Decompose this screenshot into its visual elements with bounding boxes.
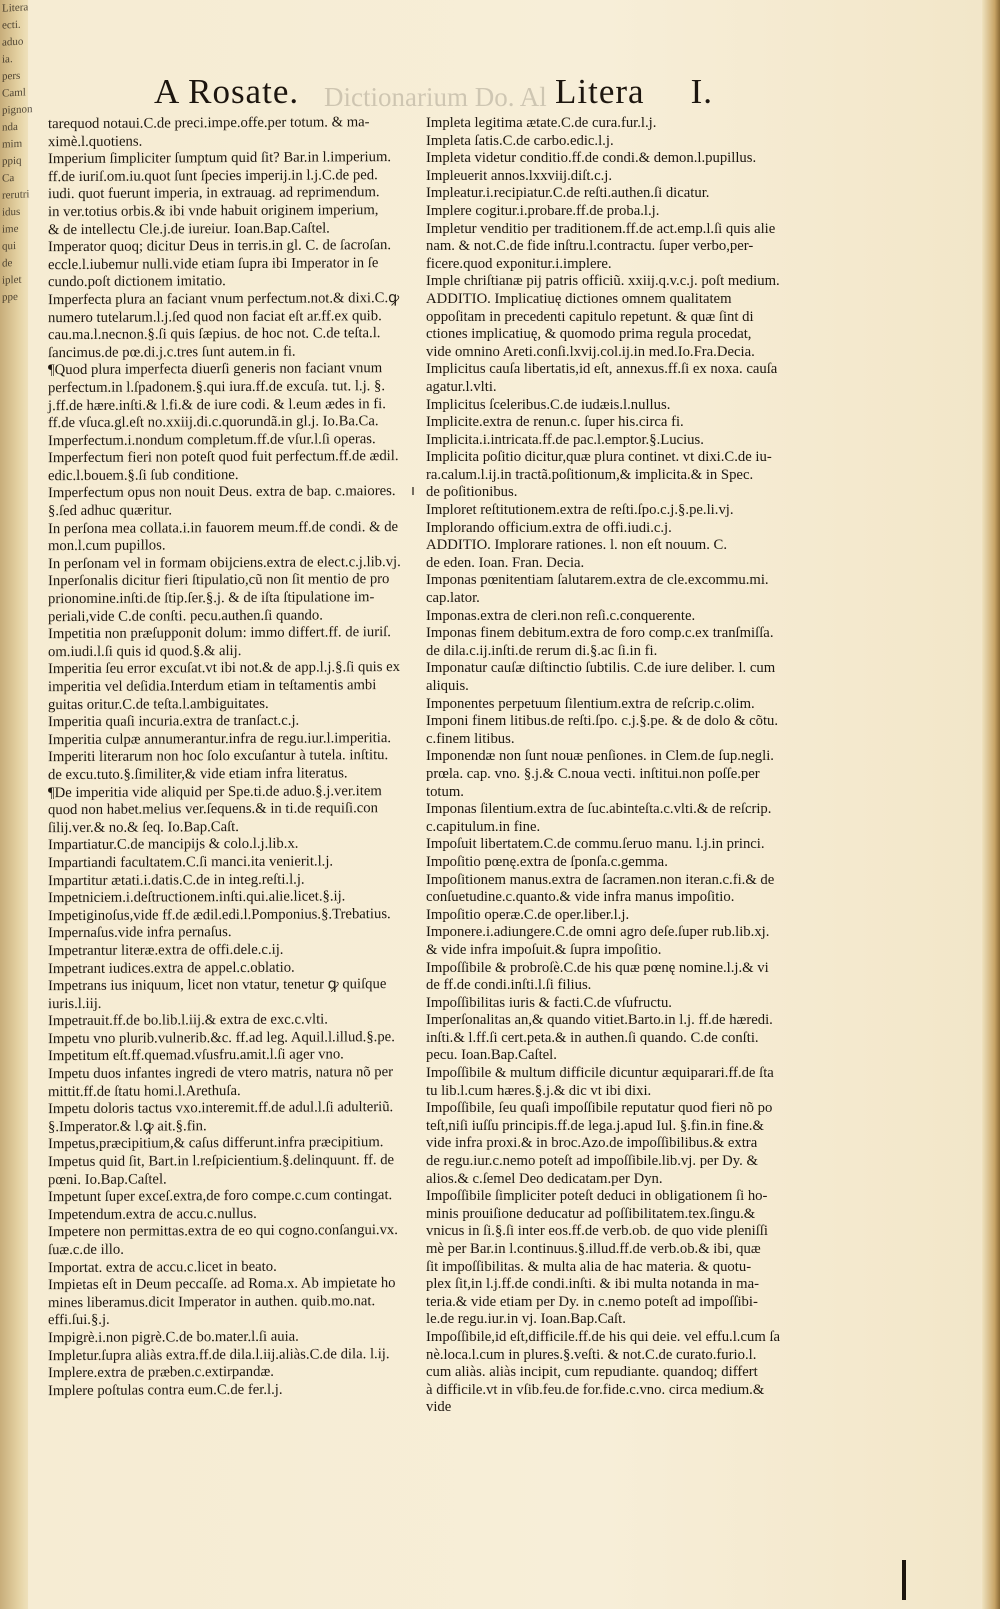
- entry-line: mon.l.cum pupillos.: [48, 537, 166, 555]
- entry-line: Imponas.extra de cleri.non reſi.c.conquerente.: [426, 607, 696, 624]
- entry-line: Imponendæ non ſunt nouæ penſiones. in Clem.de ſup.negli.: [426, 748, 774, 765]
- entry-line: Impetitum eſt.ff.quemad.vſusfru.amit.l.ſi ager vno.: [48, 1046, 344, 1065]
- index-entry: [48, 784, 410, 837]
- index-entry: [426, 1100, 826, 1188]
- gutter-fragment: Caml: [2, 86, 26, 100]
- entry-line: plex ſit,in l.j.ff.de condi.inſti. & ibi multa notanda in ma-: [426, 1276, 760, 1293]
- entry-line: de excu.tuto.§.ſimiliter,& vide etiam infra literatus.: [48, 765, 348, 784]
- index-entry: [426, 801, 826, 836]
- entry-line: Impetu vno plurib.vulnerib.&c. ff.ad leg. Aquil.l.illud.§.pe.: [48, 1028, 395, 1048]
- entry-line: agatur.l.vlti.: [426, 378, 497, 395]
- index-entry: [426, 1329, 826, 1417]
- gutter-fragment: rerutri: [2, 188, 30, 202]
- index-entry: [48, 660, 410, 713]
- index-entry: [48, 731, 410, 749]
- index-entry: [426, 502, 826, 520]
- entry-line: mè per Bar.in l.continuus.§.illud.ff.de verb.ob.& ibi, quæ: [426, 1241, 761, 1257]
- entry-line: Imponatur cauſæ diſtinctio ſubtilis. C.de iure deliber. l. cum: [426, 660, 776, 677]
- entry-line: j.ff.de hære.inſti.& l.fi.& de iure codi. & l.eum ædes in fi.: [48, 395, 386, 414]
- entry-line: Impetrans ius iniquum, licet non vtatur, tenetur ꝙ quiſque: [48, 976, 387, 995]
- index-entry: [48, 1012, 410, 1030]
- entry-line: & vide infra impoſuit.& ſupra impoſitio.: [426, 941, 662, 958]
- entry-line: perfectum.in l.ſpadonem.§.qui iura.ff.de excuſa. tut. l.j. §.: [48, 378, 386, 397]
- entry-line: Imperitia ſeu error excuſat.vt ibi not.& de app.l.j.§.ſi quis ex: [48, 659, 400, 678]
- entry-line: numero tutelarum.l.j.ſed quod non faciat eſt ar.ff.ex quib.: [48, 307, 382, 326]
- entry-line: vide omnino Areti.conſi.lxvij.col.ij.in med.Io.Fra.Decia.: [426, 343, 755, 360]
- entry-line: Implere.extra de præben.c.extirpandæ.: [48, 1363, 274, 1382]
- entry-line: ADDITIO. Implorare rationes. l. non eſt nouum. C.: [426, 537, 728, 554]
- entry-line: de ff.de condi.inſti.l.ſi filius.: [426, 977, 592, 994]
- entry-line: In perſonam vel in formam obijciens.extra de elect.c.j.lib.vj.: [48, 553, 401, 573]
- entry-line: pœni. Io.Bap.Caſtel.: [48, 1171, 167, 1188]
- entry-line: Imperfecta plura an faciant vnum perfectum.not.& dixi.C.ꝙ: [48, 289, 400, 309]
- entry-line: de dila.c.ij.inſti.de rerum di.§.ac ſi.in fi.: [426, 642, 658, 659]
- index-entry: [48, 1065, 410, 1100]
- entry-line: Inperſonalis dicitur fieri ſtipulatio,cũ non ſit mentio de pro: [48, 571, 390, 590]
- entry-line: ra.calum.l.ij.in tractã.poſitionum,& implicita.& in Spec.: [426, 466, 754, 483]
- entry-line: Imperſonalitas an,& quando vitiet.Barto.in l.j. ff.de hæredi.: [426, 1012, 773, 1029]
- entry-line: Impoſſibile & multum difficile dicuntur æquiparari.ff.de ſta: [426, 1065, 774, 1082]
- index-entry: [48, 1223, 410, 1258]
- index-entry: [48, 361, 410, 431]
- entry-line: de eden. Ioan. Fran. Decia.: [426, 554, 585, 571]
- index-entry: [48, 1364, 410, 1382]
- index-entry: [48, 872, 410, 890]
- index-entry: [426, 608, 826, 626]
- entry-line: minis prouiſione deducatur ad poſſibilitatem.tex.ſingu.&: [426, 1205, 756, 1222]
- entry-line: Imponas pœnitentiam ſalutarem.extra de cle.excommu.mi.: [426, 572, 769, 589]
- index-entry: [426, 872, 826, 907]
- entry-line: à difficile.vt in vſib.feu.de for.fide.c.vno. circa medium.&: [426, 1381, 765, 1398]
- index-entry: [48, 1100, 410, 1135]
- index-entry: [426, 397, 826, 415]
- entry-line: Implicite.extra de renun.c. ſuper his.circa fi.: [426, 414, 684, 431]
- entry-line: Impoſitionem manus.extra de ſacramen.non iteran.c.fi.& de: [426, 871, 775, 888]
- entry-line: Imponas finem debitum.extra de foro comp.c.ex tranſmiſſa.: [426, 625, 774, 642]
- entry-line: ADDITIO. Implicatiuę dictiones omnem qualitatem: [426, 290, 732, 307]
- index-entry: [48, 238, 410, 291]
- index-entry: [48, 1188, 410, 1206]
- entry-line: Impoſitio operæ.C.de oper.liber.l.j.: [426, 906, 630, 923]
- index-entry: [48, 1329, 410, 1347]
- index-entry: [426, 836, 826, 854]
- entry-line: periali,vide C.de conſti. pecu.authen.ſi quando.: [48, 607, 323, 625]
- adjacent-page-gutter: [0, 0, 33, 1609]
- entry-line: Impetunt ſuper exceſ.extra,de foro compe.c.cum contingat.: [48, 1187, 393, 1206]
- gutter-fragment: Ca: [2, 172, 15, 185]
- running-head-letter: I.: [690, 72, 713, 111]
- index-entry: [426, 520, 826, 538]
- entry-line: & de intellectu Cle.j.de iureiur. Ioan.Bap.Caſtel.: [48, 220, 330, 238]
- entry-line: ſilij.ver.& no.& ſeq. Io.Bap.Caſt.: [48, 818, 239, 836]
- index-entry: [426, 273, 826, 291]
- index-entry: [48, 907, 410, 925]
- entry-line: Impoſuit libertatem.C.de commu.ſeruo manu. l.j.in princi.: [426, 836, 765, 853]
- entry-line: Imperitia culpæ annumerantur.infra de regu.iur.l.imperitia.: [48, 729, 392, 748]
- index-entry: [426, 1012, 826, 1065]
- entry-line: Impetrant iudices.extra de appel.c.oblatio.: [48, 959, 295, 977]
- index-entry: [48, 1259, 410, 1277]
- entry-line: Imponentes perpetuum ſilentium.extra de reſcrip.c.olim.: [426, 695, 755, 712]
- index-entry: [48, 1135, 410, 1153]
- index-entry: [426, 713, 826, 748]
- entry-line: Imperitia quaſi incuria.extra de tranſact.c.j.: [48, 712, 300, 731]
- running-head-right: [555, 72, 713, 112]
- index-entry: [426, 150, 826, 168]
- entry-line: Implicitus cauſa libertatis,id eſt, annexus.ff.ſi ex noxa. cauſa: [426, 361, 778, 378]
- index-entry: [48, 449, 410, 484]
- entry-line: Impetrantur literæ.extra de offi.dele.c.ij.: [48, 941, 284, 960]
- entry-line: ximè.l.quotiens.: [48, 133, 143, 150]
- entry-line: Impoſitio pœnę.extra de ſponſa.c.gemma.: [426, 853, 668, 870]
- entry-line: Impetrauit.ff.de bo.lib.l.iij.& extra de exc.c.vlti.: [48, 1011, 328, 1030]
- gutter-fragment: nda: [2, 120, 18, 134]
- gutter-fragment: ime: [2, 222, 19, 236]
- gutter-fragment: idus: [2, 205, 21, 219]
- entry-line: Implere poſtulas contra eum.C.de fer.l.j.: [48, 1381, 283, 1399]
- left-text-column: [48, 115, 410, 1399]
- entry-line: Impoſſibilitas iuris & facti.C.de vſufructu.: [426, 994, 672, 1011]
- entry-line: edic.l.bouem.§.ſi ſub conditione.: [48, 466, 239, 485]
- entry-line: vide infra proxi.& in broc.Azo.de impoſſibilibus.& extra: [426, 1135, 758, 1152]
- entry-line: vnicus in ſi.§.ſi inter eos.ff.de verb.ob. de quo vide pleniſſi: [426, 1223, 768, 1240]
- gutter-fragment: pers: [2, 69, 21, 83]
- entry-line: Impetus,præcipitium,& caſus differunt.infra præcipitium.: [48, 1134, 384, 1153]
- entry-line: Impetniciem.i.deſtructionem.inſti.qui.alie.licet.§.ij.: [48, 888, 346, 907]
- entry-line: conſuetudine.c.quanto.& vide infra manus impoſitio.: [426, 889, 735, 906]
- entry-line: In perſona mea collata.i.in fauorem meum.ff.de condi. & de: [48, 518, 399, 537]
- entry-line: Impleuerit annos.lxxviij.diſt.c.j.: [426, 167, 613, 184]
- bookmark-ribbon: [902, 1560, 906, 1600]
- entry-line: Imperium ſimpliciter ſumptum quid ſit? Bar.in l.imperium.: [48, 149, 392, 168]
- entry-line: oppoſitam in precedenti capitulo repetunt. & quæ ſint di: [426, 308, 754, 325]
- entry-line: Impartiandi facultatem.C.ſi manci.ita venierit.l.j.: [48, 853, 334, 872]
- entry-line: ff.de iuriſ.om.iu.quot ſunt ſpecies imperij.in l.j.C.de ped.: [48, 166, 378, 185]
- index-entry: [48, 942, 410, 960]
- entry-line: Impartiatur.C.de mancipijs & colo.l.j.lib.x.: [48, 835, 299, 854]
- entry-line: ſit impoſſibilitas. & multa alia de hac materia. & quotu-: [426, 1258, 752, 1275]
- entry-line: imperitia vel deſidia.Interdum etiam in teſtamentis ambi: [48, 677, 377, 696]
- index-entry: [426, 1188, 826, 1329]
- entry-line: om.iudi.l.ſi quis id quod.§.& alij.: [48, 642, 242, 660]
- index-entry: [48, 555, 410, 573]
- index-entry: [426, 221, 826, 274]
- entry-line: §.ſed adhuc quæritur.: [48, 502, 173, 520]
- index-entry: [48, 1030, 410, 1048]
- index-entry: [48, 1047, 410, 1065]
- entry-line: effi.ſui.§.j.: [48, 1312, 110, 1329]
- entry-line: §.Imperator.& l.ꝙ ait.§.fin.: [48, 1118, 207, 1136]
- index-entry: [48, 889, 410, 907]
- index-entry: [426, 203, 826, 221]
- index-entry: [48, 625, 410, 660]
- page-edge: [982, 0, 1000, 1609]
- index-entry: [48, 977, 410, 1012]
- index-entry: [426, 924, 826, 959]
- index-entry: [48, 1276, 410, 1329]
- entry-line: Imploret reſtitutionem.extra de reſti.ſpo.c.j.§.pe.li.vj.: [426, 502, 734, 519]
- entry-line: c.capitulum.in fine.: [426, 818, 541, 835]
- entry-line: Imponi finem litibus.de reſti.ſpo. c.j.§.pe. & de dolo & cõtu.: [426, 713, 779, 730]
- index-entry: [48, 150, 410, 238]
- entry-line: nè.loca.l.cum in plures.§.veſti. & not.C.de curato.furio.l.: [426, 1346, 757, 1363]
- entry-line: Impartitur ætati.i.datis.C.de in integ.reſti.l.j.: [48, 871, 305, 889]
- index-entry: [426, 449, 826, 502]
- gutter-fragment: qui: [2, 239, 17, 253]
- entry-line: Implicita.i.intricata.ff.de pac.l.emptor.§.Lucius.: [426, 431, 704, 448]
- entry-line: in ver.totius orbis.& ibi vnde habuit originem imperium,: [48, 202, 379, 221]
- entry-line: de regu.iur.c.nemo poteſt ad impoſſibile.lib.vj. per Dy. &: [426, 1153, 758, 1170]
- index-entry: [426, 133, 826, 151]
- entry-line: le.de regu.iur.in vj. Ioan.Bap.Caſt.: [426, 1311, 626, 1328]
- gutter-fragment: ia.: [2, 53, 13, 66]
- entry-line: Impoſſibile, ſeu quaſi impoſſibile reputatur quod fieri nõ po: [426, 1100, 773, 1117]
- index-entry: [48, 960, 410, 978]
- index-entry: [426, 995, 826, 1013]
- entry-line: pecu. Ioan.Bap.Caſtel.: [426, 1047, 557, 1064]
- entry-line: ficere.quod exponitur.i.implere.: [426, 255, 612, 272]
- right-text-column: [426, 115, 826, 1417]
- entry-line: vide: [426, 1399, 452, 1416]
- entry-line: Impernaſus.vide infra pernaſus.: [48, 924, 232, 942]
- index-entry: [426, 115, 826, 133]
- entry-line: Impleatur.i.recipiatur.C.de reſti.authen.ſi dicatur.: [426, 185, 710, 202]
- gutter-fragment: iplet: [2, 273, 22, 287]
- entry-line: Imponas ſilentium.extra de ſuc.abinteſta.c.vlti.& de reſcrip.: [426, 801, 772, 818]
- entry-line: tarequod notaui.C.de preci.impe.offe.per totum. & ma-: [48, 114, 370, 133]
- index-entry: [426, 660, 826, 695]
- entry-line: teſt,niſi iuſſu principis.ff.de lega.j.apud Iul. §.fin.in fine.&: [426, 1117, 764, 1134]
- gutter-fragment: mim: [2, 137, 23, 151]
- entry-line: guitas oritur.C.de teſta.l.ambiguitates.: [48, 695, 269, 713]
- index-entry: [426, 1065, 826, 1100]
- running-head-word: Litera: [555, 72, 645, 111]
- index-entry: [48, 836, 410, 854]
- index-entry: [426, 572, 826, 607]
- index-entry: [426, 854, 826, 872]
- index-entry: [426, 625, 826, 660]
- entry-line: Impetitia non præſupponit dolum: immo differt.ff. de iuriſ.: [48, 624, 391, 643]
- index-entry: [426, 696, 826, 714]
- bleed-through-text: Dictionarium Do. Al: [324, 82, 547, 112]
- entry-line: Impleta ſatis.C.de carbo.edic.l.j.: [426, 132, 614, 149]
- entry-line: ¶Quod plura imperfecta diuerſi generis non faciant vnum: [48, 360, 383, 379]
- entry-line: Implicita poſitio dicitur,quæ plura continet. vt dixi.C.de iu-: [426, 449, 772, 466]
- entry-line: Imperator quoq; dicitur Deus in terris.in gl. C. de ſacroſan.: [48, 237, 392, 256]
- running-head-left: A Rosate.: [154, 72, 300, 111]
- entry-line: cap.lator.: [426, 590, 480, 607]
- entry-line: Impoſſibile,id eſt,difficile.ff.de his qui deie. vel effu.l.cum ſa: [426, 1328, 781, 1345]
- entry-line: Impetu doloris tactus vxo.interemit.ff.de adul.l.ſi adulteriũ.: [48, 1099, 394, 1118]
- index-entry: [426, 537, 826, 572]
- index-entry: [426, 748, 826, 801]
- gutter-fragment: ppiq: [2, 154, 22, 168]
- entry-line: inſti.& l.ff.ſi cert.peta.& in authen.ſi quando. C.de conſti.: [426, 1029, 759, 1046]
- entry-line: mittit.ff.de ſtatu homi.l.Arethuſa.: [48, 1082, 241, 1100]
- gutter-fragment: de: [2, 257, 13, 270]
- entry-line: Importat. extra de accu.c.licet in beato.: [48, 1258, 277, 1276]
- index-entry: [426, 168, 826, 186]
- index-entry: [426, 432, 826, 450]
- entry-line: cum aliàs. aliàs incipit, cum repudiante. quandoq; differt: [426, 1364, 758, 1381]
- entry-line: nam. & not.C.de fide inſtru.l.contractu. ſuper verbo,per-: [426, 238, 754, 255]
- index-entry: [48, 1206, 410, 1224]
- entry-line: Implorando officium.extra de offi.iudi.c.j.: [426, 519, 672, 536]
- entry-line: Impoſſibile & probroſè.C.de his quæ pœnę nomine.l.j.& vi: [426, 959, 769, 976]
- index-entry: [48, 291, 410, 361]
- gutter-fragment: ppe: [2, 290, 18, 304]
- entry-line: Impetendum.extra de accu.c.nullus.: [48, 1205, 257, 1223]
- entry-line: prionomine.inſti.de ſtip.ſer.§.j. & de iſta ſtipulatione im-: [48, 589, 375, 608]
- index-entry: [426, 185, 826, 203]
- entry-line: Impetu duos infantes ingredi de vtero matris, natura nõ per: [48, 1064, 394, 1083]
- entry-line: totum.: [426, 783, 464, 800]
- entry-line: Imperfectum.i.nondum completum.ff.de vſur.l.ſi operas.: [48, 430, 376, 449]
- entry-line: Impetus quid ſit, Bart.in l.reſpicientium.§.delinquunt. ff. de: [48, 1152, 395, 1171]
- index-entry: [48, 854, 410, 872]
- gutter-fragment: aduo: [2, 35, 24, 49]
- index-entry: [426, 960, 826, 995]
- entry-line: teria.& vide etiam per Dy. in c.nemo poteſt ad impoſſibi-: [426, 1293, 758, 1310]
- entry-line: ¶De imperitia vide aliquid per Spe.ti.de aduo.§.j.ver.item: [48, 782, 382, 801]
- entry-line: Impletur.ſupra aliàs extra.ff.de dila.l.iij.aliàs.C.de dila. l.ij.: [48, 1345, 390, 1364]
- entry-line: Imperfectum fieri non poteſt quod fuit perfectum.ff.de ædil.: [48, 448, 399, 467]
- entry-line: prœla. cap. vno. §.j.& C.noua vecti. inſtitui.non poſſe.per: [426, 765, 760, 782]
- index-entry: [48, 1382, 410, 1400]
- entry-line: quod non habet.melius ver.ſequens.& in ti.de requiſi.con: [48, 800, 378, 819]
- index-entry: [48, 1347, 410, 1365]
- entry-line: Imperiti literarum non hoc ſolo excuſantur à tutela. inſtitu.: [48, 747, 389, 766]
- entry-line: Imple chriſtianæ pij patris officiũ. xxiij.q.v.c.j. poſt medium.: [426, 273, 780, 290]
- index-entry: [48, 1153, 410, 1188]
- entry-line: eccle.l.iubemur nulli.vide etiam ſupra ibi Imperator in ſe: [48, 254, 379, 273]
- entry-line: cundo.poſt dictionem imitatio.: [48, 273, 226, 291]
- index-entry: [426, 361, 826, 396]
- index-entry: [48, 748, 410, 783]
- entry-line: Impetiginoſus,vide ff.de ædil.edi.l.Pomponius.§.Trebatius.: [48, 905, 391, 924]
- entry-line: iudi. quot fuerunt imperia, in extrauag. ad reprimendum.: [48, 184, 380, 203]
- margin-mark: [412, 487, 414, 495]
- entry-line: Impetere non permittas.extra de eo qui cogno.conſangui.vx.: [48, 1222, 398, 1241]
- entry-line: alios.& c.ſemel Deo dedicatam.per Dyn.: [426, 1170, 663, 1187]
- entry-line: mines liberamus.dicit Imperator in authen. quib.mo.nat.: [48, 1292, 376, 1311]
- entry-line: Impigrè.i.non pigrè.C.de bo.mater.l.ſi auia.: [48, 1328, 299, 1347]
- index-entry: [48, 713, 410, 731]
- index-entry: [48, 115, 410, 150]
- entry-line: Imperfectum opus non nouit Deus. extra de bap. c.maiores.: [48, 483, 396, 502]
- gutter-fragment: pignon: [2, 103, 33, 117]
- entry-line: Implere cogitur.i.probare.ff.de proba.l.j.: [426, 202, 660, 219]
- entry-line: c.finem litibus.: [426, 730, 515, 747]
- index-entry: [48, 432, 410, 450]
- entry-line: cau.ma.l.necnon.§.ſi quis ſæpius. de hoc not. C.de teſta.l.: [48, 325, 381, 344]
- entry-line: ſancimus.de pœ.di.j.c.tres ſunt autem.in fi.: [48, 343, 296, 361]
- entry-line: ſuæ.c.de illo.: [48, 1241, 124, 1259]
- index-entry: [48, 520, 410, 555]
- entry-line: Impletur venditio per traditionem.ff.de act.emp.l.ſi quis alie: [426, 220, 776, 237]
- entry-line: Impietas eſt in Deum peccaſſe. ad Roma.x. Ab impietate ho: [48, 1275, 396, 1294]
- entry-line: Impleta videtur conditio.ff.de condi.& demon.l.pupillus.: [426, 150, 757, 167]
- entry-line: iuris.l.iij.: [48, 995, 102, 1012]
- entry-line: Implicitus ſceleribus.C.de iudæis.l.nullus.: [426, 396, 671, 413]
- entry-line: ff.de vſuca.gl.eſt no.xxiij.di.c.quorundã.in gl.j. Io.Ba.Ca.: [48, 413, 379, 432]
- index-entry: [48, 924, 410, 942]
- index-entry: [48, 484, 410, 519]
- entry-line: ctiones implicatiuę, & quomodo prima regula procedat,: [426, 326, 752, 343]
- index-entry: [48, 572, 410, 625]
- entry-line: Impleta legitima ætate.C.de cura.fur.l.j.: [426, 115, 657, 131]
- index-entry: [426, 291, 826, 361]
- index-entry: [426, 414, 826, 432]
- entry-line: aliquis.: [426, 678, 469, 694]
- index-entry: [426, 907, 826, 925]
- entry-line: tu lib.l.cum hæres.§.j.& dic vt ibi dixi.: [426, 1082, 652, 1099]
- entry-line: Imponere.i.adiungere.C.de omni agro deſe.ſuper rub.lib.xj.: [426, 924, 770, 941]
- entry-line: de poſitionibus.: [426, 484, 518, 501]
- entry-line: Impoſſibile ſimpliciter poteſt deduci in obligationem ſi ho-: [426, 1188, 768, 1205]
- gutter-fragment: ecti.: [2, 18, 21, 32]
- gutter-fragment: Litera: [2, 1, 29, 15]
